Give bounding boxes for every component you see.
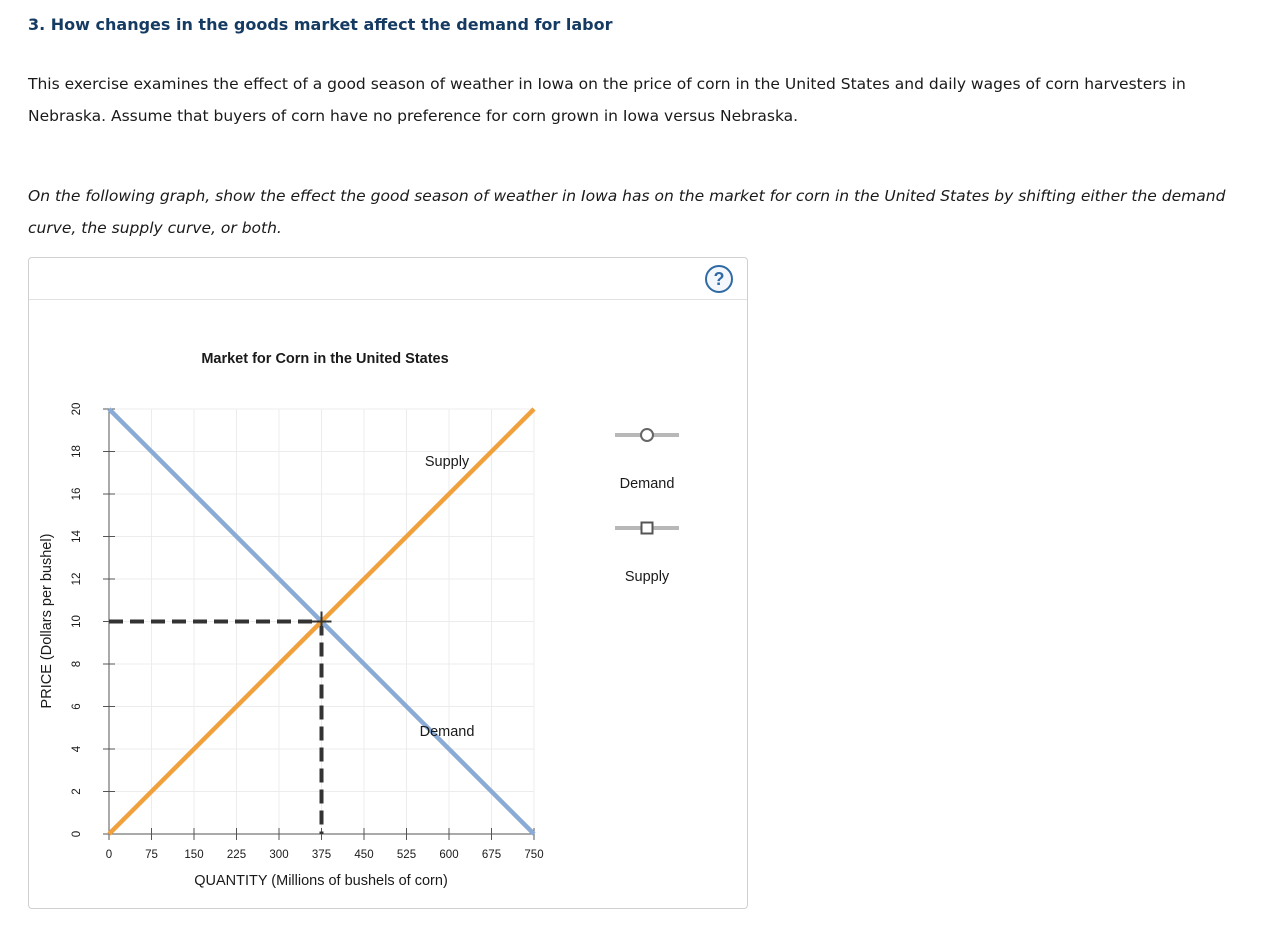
y-tick-label: 2 bbox=[71, 788, 84, 795]
y-tick-label: 12 bbox=[71, 572, 84, 586]
y-tick-label: 14 bbox=[71, 530, 84, 543]
x-tick-label: 750 bbox=[524, 849, 544, 861]
y-tick-label: 10 bbox=[71, 615, 84, 628]
supply-tool[interactable] bbox=[615, 523, 679, 586]
x-tick-label: 450 bbox=[354, 849, 374, 861]
legend-label: Supply bbox=[624, 569, 670, 585]
x-axis-label: QUANTITY (Millions of bushels of corn) bbox=[194, 873, 448, 889]
x-tick-label: 150 bbox=[184, 849, 204, 861]
y-tick-label: 18 bbox=[71, 445, 84, 458]
y-tick-label: 6 bbox=[71, 703, 84, 710]
x-tick-label: 300 bbox=[269, 849, 289, 861]
y-tick-label: 0 bbox=[71, 830, 84, 838]
x-tick-label: 75 bbox=[145, 849, 158, 861]
legend-palette[interactable] bbox=[615, 429, 679, 585]
x-tick-label: 0 bbox=[105, 849, 113, 861]
x-tick-label: 675 bbox=[481, 849, 502, 861]
demand-tool[interactable] bbox=[615, 429, 679, 492]
corn-market-chart[interactable] bbox=[29, 258, 747, 908]
x-tick-label: 600 bbox=[439, 849, 459, 861]
graph-panel bbox=[28, 257, 748, 909]
y-tick-label: 20 bbox=[71, 402, 84, 416]
question-instruction: On the following graph, show the effect the good season of weather in Iowa has on the market for corn in the United States by shifting either the demand curve, the supply curve, or both. bbox=[28, 187, 1226, 237]
y-tick-label: 4 bbox=[71, 745, 84, 753]
y-tick-label: 16 bbox=[71, 487, 84, 501]
y-axis-label: PRICE (Dollars per bushel) bbox=[39, 533, 55, 709]
legend-label: Demand bbox=[619, 476, 675, 492]
question-intro: This exercise examines the effect of a good season of weather in Iowa on the price of corn in the United States and daily wages of corn harvesters in Nebraska. Assume that buyers of corn have no preference for corn grown in Iowa versus Nebraska. bbox=[28, 75, 1186, 125]
x-tick-label: 375 bbox=[311, 849, 332, 861]
x-tick-label: 525 bbox=[396, 849, 417, 861]
y-tick-label: 8 bbox=[71, 660, 84, 668]
chart-title: Market for Corn in the United States bbox=[201, 351, 449, 367]
demand-curve-label: Demand bbox=[419, 723, 475, 740]
supply-curve-label: Supply bbox=[424, 453, 470, 470]
x-tick-label: 225 bbox=[226, 849, 247, 861]
circle-marker-icon[interactable] bbox=[641, 429, 653, 441]
question-title: 3. How changes in the goods market affect the demand for labor bbox=[28, 15, 613, 34]
help-icon[interactable]: ? bbox=[705, 265, 733, 293]
square-marker-icon[interactable] bbox=[642, 523, 653, 534]
